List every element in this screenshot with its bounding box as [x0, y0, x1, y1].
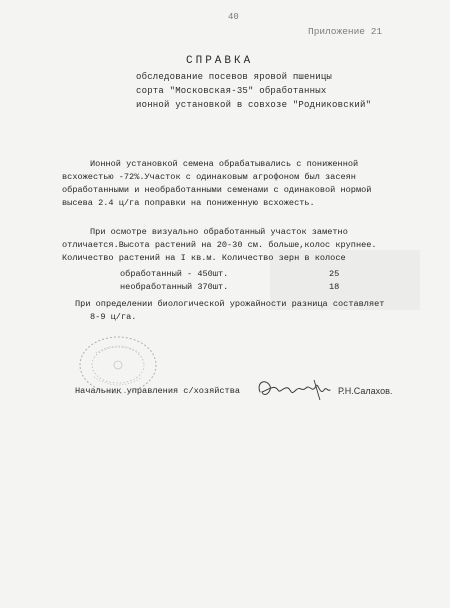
page-number: 40 — [228, 12, 239, 22]
signer-name: Р.Н.Салахов. — [338, 386, 393, 396]
body-line-2: всхожестью -72%.Участок с одинаковым агрофоном был засеян — [62, 172, 356, 182]
body-line-6: отличается.Высота растений на 20-30 см. больше,колос крупнее. — [62, 240, 377, 250]
subtitle-line-2: сорта "Московская-35" обработанных — [136, 86, 327, 96]
conclusion-line-2: 8-9 ц/га. — [90, 312, 137, 322]
body-line-7: Количество растений на I кв.м. Количество зерн в колосе — [62, 253, 346, 263]
signer-title: Начальник управления с/хозяйства — [75, 386, 241, 396]
table-row-untreated-label: необработанный 370шт. — [120, 282, 229, 292]
body-line-4: высева 2.4 ц/га поправки на пониженную всхожесть. — [62, 198, 315, 208]
body-line-5: При осмотре визуально обработанный участок заметно — [90, 227, 348, 237]
subtitle-line-1: обследование посевов яровой пшеницы — [136, 72, 333, 82]
body-line-3: обработанными и необработанными семенами с одинаковой нормой — [62, 185, 372, 195]
table-row-treated-value: 25 — [329, 269, 340, 279]
table-row-untreated-value: 18 — [329, 282, 340, 292]
document-title: СПРАВКА — [186, 55, 254, 67]
body-line-1: Ионной установкой семена обрабатывались с пониженной — [90, 159, 359, 169]
appendix-label: Приложение 21 — [308, 26, 383, 37]
table-row-treated-label: обработанный - 450шт. — [120, 269, 229, 279]
subtitle-line-3: ионной установкой в совхозе "Родниковский" — [136, 100, 372, 110]
conclusion-line-1: При определении биологической урожайности разница составляет — [75, 299, 385, 309]
handwritten-signature — [254, 372, 334, 404]
